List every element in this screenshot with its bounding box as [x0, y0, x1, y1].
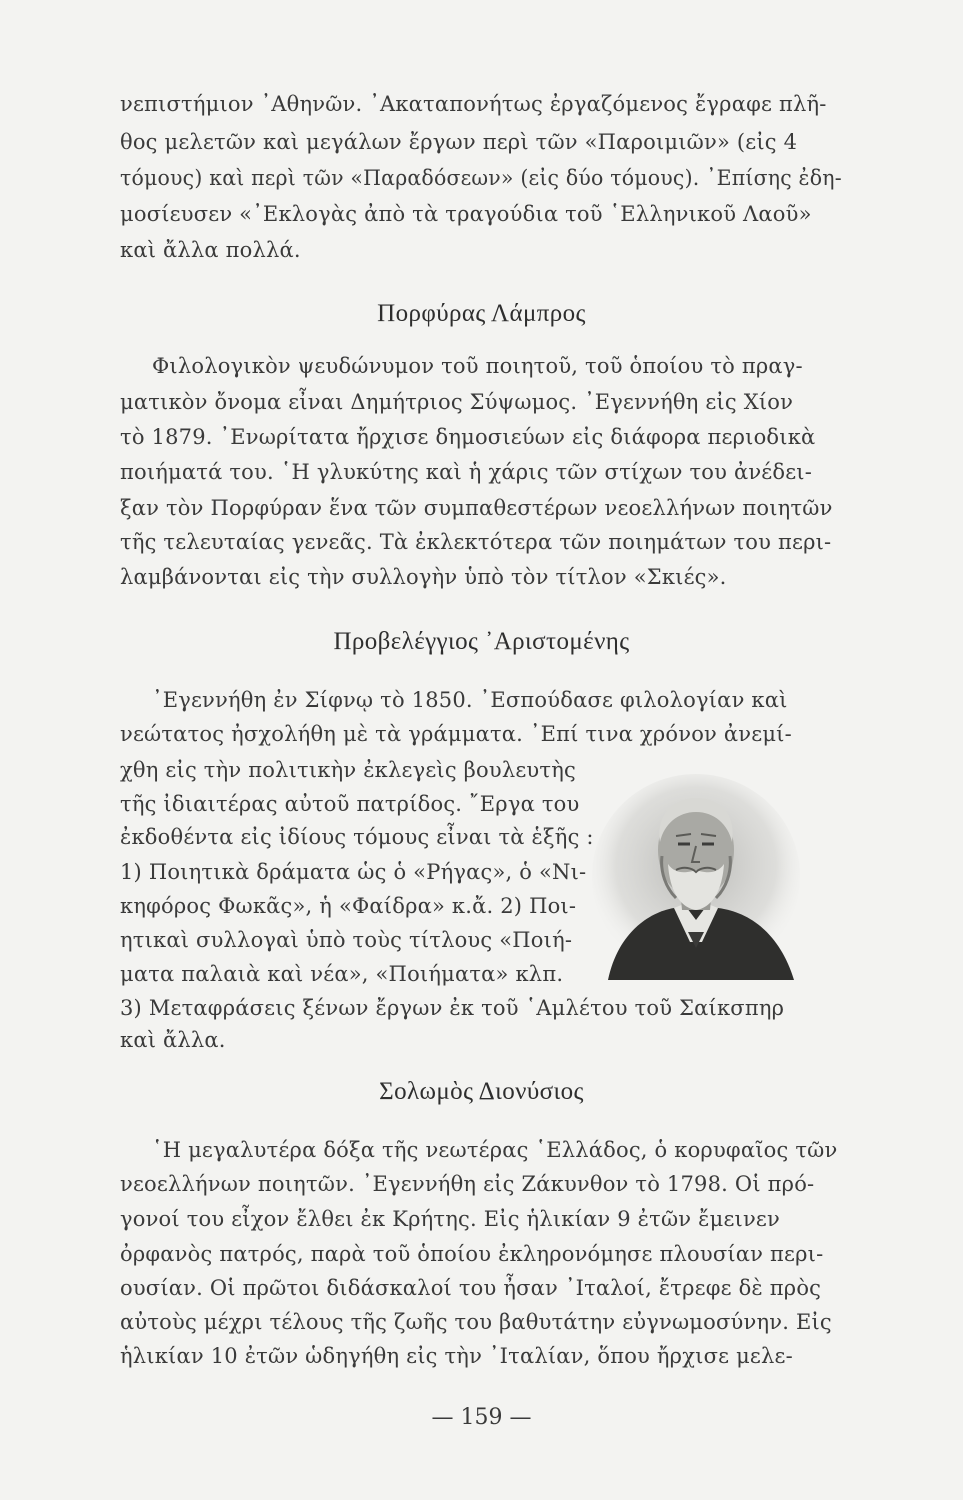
text-line: τόμους) καὶ περὶ τῶν «Παραδόσεων» (εἰς δύο τόμους). ᾿Επίσης ἐδη-	[120, 166, 842, 190]
text-line: ητικαὶ συλλογαὶ ὑπὸ τοὺς τίτλους «Ποιή-	[120, 928, 573, 952]
text-line: μοσίευσεν «᾿Εκλογὰς ἀπὸ τὰ τραγούδια τοῦ ῾Ελληνικοῦ Λαοῦ»	[120, 202, 812, 226]
text-line: τῆς τελευταίας γενεᾶς. Τὰ ἐκλεκτότερα τῶν ποιημάτων του περι-	[120, 530, 832, 554]
text-line: ἐκδοθέντα εἰς ἰδίους τόμους εἶναι τὰ ἑξῆς :	[120, 825, 594, 849]
text-line: τὸ 1879. ᾿Ενωρίτατα ἤρχισε δημοσιεύων εἰς διάφορα περιοδικὰ	[120, 425, 816, 449]
page-number: — 159 —	[431, 1405, 532, 1430]
text-line: ὀρφανὸς πατρός, παρὰ τοῦ ὁποίου ἐκληρονόμησε πλουσίαν περι-	[120, 1242, 824, 1266]
text-line: ᾿Εγεννήθη ἐν Σίφνῳ τὸ 1850. ᾿Εσπούδασε φιλολογίαν καὶ	[152, 688, 788, 712]
text-line: ἡλικίαν 10 ἐτῶν ὡδηγήθη εἰς τὴν ᾿Ιταλίαν, ὅπου ἤρχισε μελε-	[120, 1344, 793, 1368]
text-line: ουσίαν. Οἱ πρῶτοι διδάσκαλοί του ἦσαν ᾿Ιταλοί, ἔτρεφε δὲ πρὸς	[120, 1276, 822, 1300]
text-line: καὶ ἄλλα πολλά.	[120, 238, 301, 262]
text-line: ῾Η μεγαλυτέρα δόξα τῆς νεωτέρας ῾Ελλάδος, ὁ κορυφαῖος τῶν	[152, 1138, 838, 1162]
text-line: ματικὸν ὄνομα εἶναι Δημήτριος Σύψωμος. ᾿Εγεννήθη εἰς Χίον	[120, 390, 794, 414]
section-heading-provelengios: Προβελέγγιος ᾿Αριστομένης	[333, 628, 630, 655]
section-heading-solomos: Σολωμὸς Διονύσιος	[379, 1078, 584, 1105]
text-line: αὐτοὺς μέχρι τέλους τῆς ζωῆς του βαθυτάτην εὐγνωμοσύνην. Εἰς	[120, 1310, 832, 1334]
text-line: ξαν τὸν Πορφύραν ἕνα τῶν συμπαθεστέρων νεοελλήνων ποιητῶν	[120, 496, 833, 520]
text-line: κηφόρος Φωκᾶς», ἡ «Φαίδρα» κ.ἄ. 2) Ποι-	[120, 894, 577, 918]
text-line: νεώτατος ἠσχολήθη μὲ τὰ γράμματα. ᾿Επί τινα χρόνον ἀνεμί-	[120, 722, 792, 746]
text-line: νεπιστήμιον ᾿Αθηνῶν. ᾿Ακαταπονήτως ἐργαζόμενος ἔγραφε πλῆ-	[120, 92, 827, 116]
text-line: τῆς ἰδιαιτέρας αὐτοῦ πατρίδος. ῎Εργα του	[120, 792, 580, 816]
portrait-illustration	[590, 772, 802, 980]
text-line: ποιήματά του. ῾Η γλυκύτης καὶ ἡ χάρις τῶν στίχων του ἀνέδει-	[120, 460, 813, 484]
text-line: 3) Μεταφράσεις ξένων ἔργων ἐκ τοῦ ῾Αμλέτου τοῦ Σαίκσπηρ	[120, 996, 785, 1020]
section-heading-porfyras: Πορφύρας Λάμπρος	[377, 300, 586, 327]
text-line: γονοί του εἶχον ἔλθει ἐκ Κρήτης. Εἰς ἡλικίαν 9 ἐτῶν ἔμεινεν	[120, 1207, 780, 1231]
text-line: 1) Ποιητικὰ δράματα ὡς ὁ «Ρήγας», ὁ «Νι-	[120, 860, 587, 884]
text-line: νεοελλήνων ποιητῶν. ᾿Εγεννήθη εἰς Ζάκυνθον τὸ 1798. Οἱ πρό-	[120, 1172, 815, 1196]
text-line: καὶ ἄλλα.	[120, 1028, 226, 1052]
text-line: λαμβάνονται εἰς τὴν συλλογὴν ὑπὸ τὸν τίτλον «Σκιές».	[120, 565, 727, 589]
text-line: Φιλολογικὸν ψευδώνυμον τοῦ ποιητοῦ, τοῦ ὁποίου τὸ πραγ-	[152, 354, 803, 378]
text-line: θος μελετῶν καὶ μεγάλων ἔργων περὶ τῶν «Παροιμιῶν» (εἰς 4	[120, 130, 798, 154]
text-line: ματα παλαιὰ καὶ νέα», «Ποιήματα» κλπ.	[120, 962, 564, 986]
text-line: χθη εἰς τὴν πολιτικὴν ἐκλεγεὶς βουλευτὴς	[120, 758, 576, 782]
